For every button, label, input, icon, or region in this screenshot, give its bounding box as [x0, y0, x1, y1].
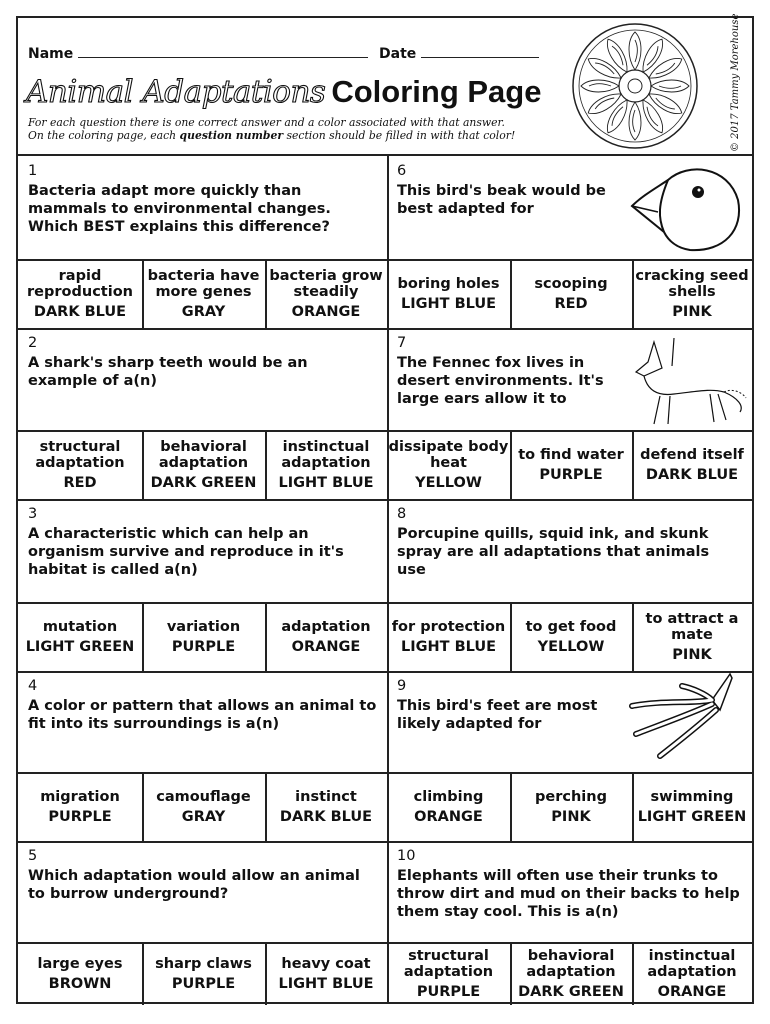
grid-rule — [18, 772, 752, 774]
answer-option[interactable] — [18, 430, 142, 499]
option-color: PINK — [551, 808, 591, 825]
option-label: structural adaptation — [35, 438, 125, 471]
option-divider — [632, 430, 634, 499]
question-number: 1 — [28, 163, 38, 179]
question-text: Porcupine quills, squid ink, and skunk spray are all adaptations that animals use — [397, 526, 710, 578]
option-color: DARK BLUE — [645, 466, 739, 483]
option-divider — [265, 259, 267, 328]
instruction-line-2 — [28, 129, 515, 142]
grid-rule — [18, 942, 752, 944]
option-color: LIGHT BLUE — [278, 474, 374, 491]
option-label: large eyes — [37, 955, 123, 972]
question-9[interactable] — [387, 671, 627, 772]
question-4[interactable] — [18, 671, 387, 772]
option-color: PINK — [672, 646, 712, 663]
grid-rule — [18, 430, 752, 432]
option-divider — [265, 602, 267, 671]
grid-rule — [18, 499, 752, 501]
mandala-petal — [646, 54, 685, 83]
option-label: scooping — [534, 275, 608, 292]
answer-option[interactable] — [387, 602, 510, 671]
option-divider — [265, 430, 267, 499]
question-number: 9 — [397, 678, 407, 694]
title-bold: Coloring Page — [331, 74, 542, 109]
answer-option[interactable] — [18, 259, 142, 328]
question-number: 5 — [28, 848, 38, 864]
option-divider — [142, 602, 144, 671]
name-field[interactable] — [78, 46, 368, 58]
answer-option[interactable] — [265, 259, 387, 328]
option-color: LIGHT GREEN — [637, 808, 747, 825]
option-label: behavioral adaptation — [158, 438, 249, 471]
answer-option[interactable] — [265, 942, 387, 1005]
option-label: migration — [40, 788, 120, 805]
option-label: instinctual adaptation — [281, 438, 371, 471]
option-color: ORANGE — [414, 808, 483, 825]
option-divider — [142, 942, 144, 1005]
instruction-text-b: section should be filled in with that color! — [286, 129, 516, 142]
date-field[interactable] — [421, 46, 539, 58]
mandala-petal — [646, 89, 685, 118]
option-color: ORANGE — [291, 303, 361, 320]
option-color: PURPLE — [171, 975, 236, 992]
option-label: perching — [535, 788, 607, 805]
question-text: Which adaptation would allow an animal to burrow underground? — [28, 868, 360, 902]
grid-rule — [18, 328, 752, 330]
answer-option[interactable] — [142, 772, 265, 841]
mandala-petal — [629, 102, 641, 140]
mandala-petal — [581, 80, 619, 92]
option-divider — [510, 942, 512, 1005]
answer-option[interactable] — [387, 942, 510, 1005]
question-7[interactable] — [387, 328, 627, 431]
option-color: RED — [63, 474, 97, 491]
question-number: 6 — [397, 163, 407, 179]
answer-option[interactable] — [632, 430, 752, 499]
question-text: The Fennec fox lives in desert environments. It's large ears allow it to — [397, 355, 604, 407]
option-color: ORANGE — [291, 638, 361, 655]
option-divider — [510, 259, 512, 328]
option-label: to attract a mate — [645, 610, 739, 643]
option-color: LIGHT GREEN — [25, 638, 135, 655]
answer-option[interactable] — [510, 772, 632, 841]
option-divider — [632, 602, 634, 671]
option-label: bacteria have more genes — [147, 267, 260, 300]
option-label: rapid reproduction — [27, 267, 133, 300]
option-divider — [510, 772, 512, 841]
mandala-petal — [638, 36, 667, 75]
answer-option[interactable] — [510, 430, 632, 499]
mandala-petal — [603, 36, 632, 75]
option-divider — [265, 942, 267, 1005]
option-label: climbing — [413, 788, 484, 805]
option-divider — [632, 772, 634, 841]
option-divider — [142, 259, 144, 328]
question-8[interactable] — [387, 499, 752, 602]
answer-option[interactable] — [18, 772, 142, 841]
answer-option[interactable] — [142, 259, 265, 328]
bird-foot-illustration — [612, 670, 742, 762]
answer-option[interactable] — [18, 602, 142, 671]
answer-option[interactable] — [632, 942, 752, 1005]
option-label: to get food — [525, 618, 617, 635]
answer-option[interactable] — [510, 942, 632, 1005]
option-color: ORANGE — [657, 983, 727, 1000]
option-label: instinct — [295, 788, 357, 805]
answer-option[interactable] — [510, 259, 632, 328]
option-label: mutation — [42, 618, 118, 635]
mandala-petal — [651, 80, 689, 92]
option-color: LIGHT BLUE — [400, 638, 497, 655]
page-title — [26, 74, 541, 110]
option-label: sharp claws — [155, 955, 252, 972]
worksheet — [16, 13, 754, 1004]
option-label: defend itself — [640, 446, 744, 463]
answer-option[interactable] — [142, 942, 265, 1005]
question-number: 8 — [397, 506, 407, 522]
option-label: structural adaptation — [403, 947, 494, 980]
option-divider — [632, 942, 634, 1005]
option-color: PINK — [672, 303, 712, 320]
copyright-notice: © 2017 Tammy Morehouse — [730, 13, 741, 152]
mandala-petal — [638, 97, 667, 136]
question-text: This bird's feet are most likely adapted for — [397, 698, 598, 732]
answer-option[interactable] — [142, 602, 265, 671]
instruction-text-a: On the coloring page, each — [28, 129, 177, 142]
worksheet-header — [18, 13, 752, 156]
option-color: GRAY — [181, 808, 226, 825]
name-label: Name — [28, 46, 74, 62]
question-2[interactable] — [18, 328, 387, 431]
name-date-line — [28, 46, 539, 62]
question-text: Bacteria adapt more quickly than mammals to environmental changes. Which BEST explains this difference? — [28, 183, 331, 235]
answer-option[interactable] — [18, 942, 142, 1005]
option-color: LIGHT BLUE — [400, 295, 497, 312]
title-script: Animal Adaptations — [26, 74, 326, 110]
question-number: 7 — [397, 335, 407, 351]
option-color: PURPLE — [48, 808, 112, 825]
option-color: YELLOW — [537, 638, 605, 655]
answer-option[interactable] — [632, 259, 752, 328]
answer-option[interactable] — [265, 430, 387, 499]
answer-option[interactable] — [632, 602, 752, 671]
question-3[interactable] — [18, 499, 387, 602]
question-number: 3 — [28, 506, 38, 522]
option-color: PURPLE — [416, 983, 481, 1000]
answer-option[interactable] — [387, 430, 510, 499]
option-label: heavy coat — [281, 955, 371, 972]
option-divider — [632, 259, 634, 328]
date-label: Date — [379, 46, 417, 62]
option-color: PURPLE — [171, 638, 236, 655]
question-text: A color or pattern that allows an animal to fit into its surroundings is a(n) — [28, 698, 377, 732]
option-label: to find water — [518, 446, 624, 463]
option-label: behavioral adaptation — [526, 947, 616, 980]
option-color: DARK GREEN — [150, 474, 257, 491]
fennec-fox-illustration — [614, 332, 748, 428]
option-label: swimming — [650, 788, 734, 805]
question-number: 4 — [28, 678, 38, 694]
option-divider — [142, 772, 144, 841]
answer-option[interactable] — [387, 772, 510, 841]
question-text: A characteristic which can help an organism survive and reproduce in it's habitat is called a(n) — [28, 526, 344, 578]
option-label: cracking seed shells — [635, 267, 749, 300]
question-number: 2 — [28, 335, 38, 351]
grid-rule — [18, 602, 752, 604]
question-10[interactable] — [387, 841, 752, 942]
instructions — [28, 116, 515, 142]
answer-option[interactable] — [387, 259, 510, 328]
grid-rule — [18, 841, 752, 843]
question-6[interactable] — [387, 156, 627, 259]
answer-option[interactable] — [632, 772, 752, 841]
bird-head-illustration — [628, 160, 746, 256]
mandala-illustration — [571, 22, 699, 150]
mandala-petal — [629, 32, 641, 70]
question-text: A shark's sharp teeth would be an example of a(n) — [28, 355, 308, 389]
option-divider — [265, 772, 267, 841]
mandala-petal — [585, 89, 624, 118]
option-label: adaptation — [281, 618, 371, 635]
option-color: LIGHT BLUE — [278, 975, 374, 992]
mandala-petal — [585, 54, 624, 83]
option-color: DARK GREEN — [518, 983, 624, 1000]
question-5[interactable] — [18, 841, 387, 942]
option-color: BROWN — [48, 975, 112, 992]
answer-option[interactable] — [265, 602, 387, 671]
option-color: RED — [554, 295, 588, 312]
option-divider — [510, 430, 512, 499]
mandala-petal — [603, 97, 632, 136]
option-color: GRAY — [181, 303, 226, 320]
question-text: Elephants will often use their trunks to throw dirt and mud on their backs to help them stay cool. This is a(n) — [397, 868, 740, 920]
answer-option[interactable] — [265, 772, 387, 841]
option-label: for protection — [391, 618, 506, 635]
question-number: 10 — [397, 848, 416, 864]
option-label: dissipate body heat — [388, 438, 509, 471]
option-label: variation — [166, 618, 241, 635]
option-divider — [510, 602, 512, 671]
option-color: DARK BLUE — [279, 808, 373, 825]
answer-option[interactable] — [510, 602, 632, 671]
instruction-line-1: For each question there is one correct answer and a color associated with that answer. — [28, 116, 505, 129]
instruction-strike: question number — [179, 129, 284, 142]
option-color: PURPLE — [539, 466, 603, 483]
answer-option[interactable] — [142, 430, 265, 499]
option-label: boring holes — [397, 275, 500, 292]
option-color: YELLOW — [415, 474, 482, 491]
question-text: This bird's beak would be best adapted for — [397, 183, 606, 217]
grid-rule — [18, 259, 752, 261]
option-color: DARK BLUE — [33, 303, 127, 320]
column-divider — [387, 156, 389, 1004]
option-label: bacteria grow steadily — [269, 267, 383, 300]
option-divider — [142, 430, 144, 499]
option-label: camouflage — [156, 788, 251, 805]
question-1[interactable] — [18, 156, 387, 259]
option-label: instinctual adaptation — [647, 947, 737, 980]
